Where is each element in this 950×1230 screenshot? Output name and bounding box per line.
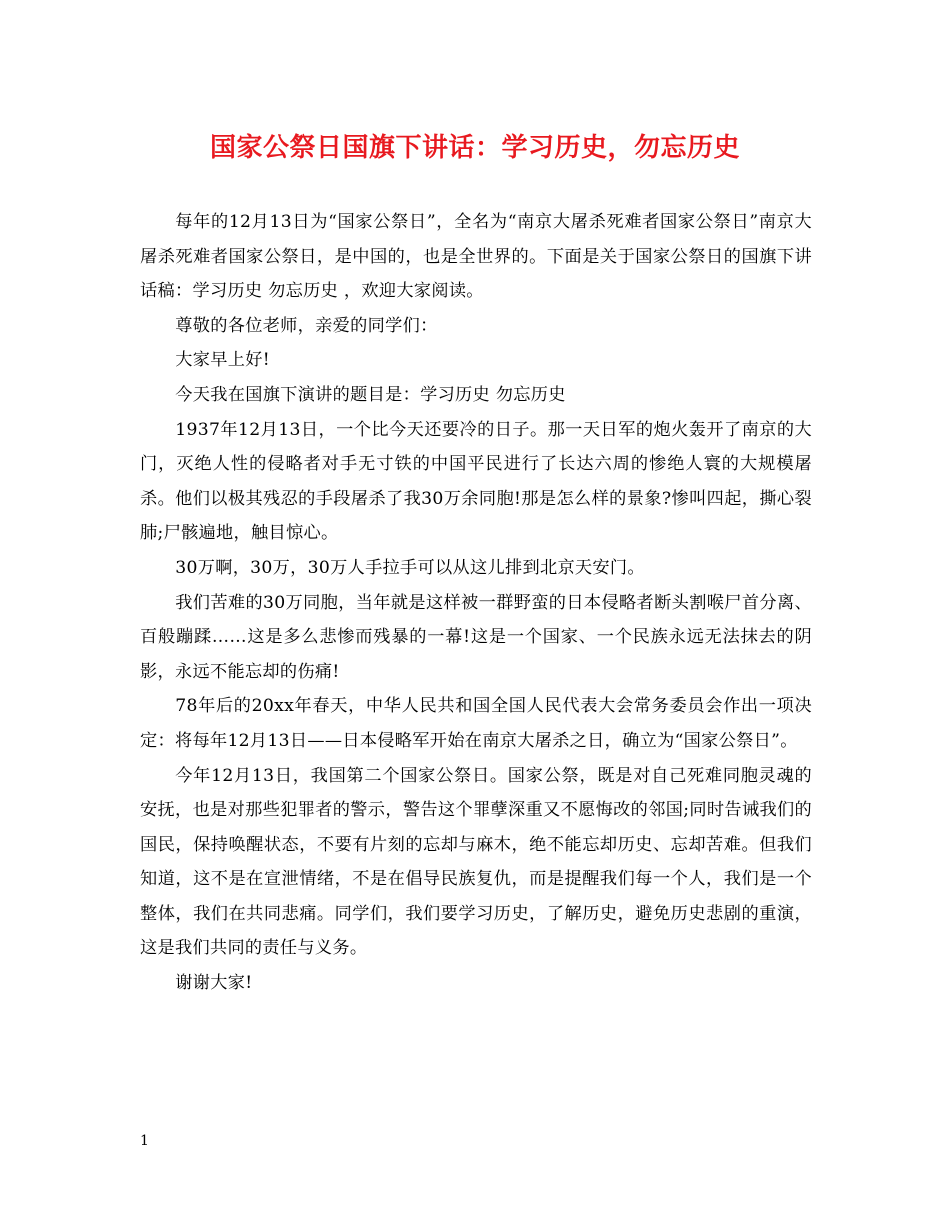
paragraph-memorial-day: 今年12月13日，我国第二个国家公祭日。国家公祭，既是对自己死难同胞灵魂的安抚，也是对那些犯罪者的警示，警告这个罪孽深重又不愿悔改的邻国;同时告诫我们的国民，保持唤醒状态，不要有片刻的忘却与麻木，绝不能忘却历史、忘却苦难。但我们知道，这不是在宣泄情绪，不是在倡导民族复仇，而是提醒我们每一个人，我们是一个整体，我们在共同悲痛。同学们，我们要学习历史，了解历史，避免历史悲剧的重演，这是我们共同的责任与义务。 <box>140 765 812 959</box>
paragraph-topic: 今天我在国旗下演讲的题目是：学习历史 勿忘历史 <box>175 384 566 405</box>
paragraph-300000: 30万啊，30万，30万人手拉手可以从这儿排到北京天安门。 <box>175 557 645 578</box>
paragraph-thanks: 谢谢大家! <box>175 973 253 994</box>
paragraph-salutation: 尊敬的各位老师，亲爱的同学们： <box>175 315 438 336</box>
paragraph-suffering: 我们苦难的30万同胞，当年就是这样被一群野蛮的日本侵略者断头割喉尸首分离、百般蹦蹂……这是多么悲惨而残暴的一幕!这是一个国家、一个民族永远无法抹去的阴影，永远不能忘却的伤痛! <box>140 592 812 682</box>
paragraph-intro: 每年的12月13日为“国家公祭日”，全名为“南京大屠杀死难者国家公祭日”南京大屠杀死难者国家公祭日，是中国的，也是全世界的。下面是关于国家公祭日的国旗下讲话稿：学习历史 勿忘历史 ，欢迎大家阅读。 <box>140 212 812 302</box>
paragraph-decision: 78年后的20xx年春天，中华人民共和国全国人民代表大会常务委员会作出一项决定：将每年12月13日——日本侵略军开始在南京大屠杀之日，确立为“国家公祭日”。 <box>140 696 812 751</box>
document-title: 国家公祭日国旗下讲话：学习历史，勿忘历史 <box>209 133 740 163</box>
page-number: 1 <box>140 1133 149 1149</box>
paragraph-greeting: 大家早上好! <box>175 350 270 371</box>
paragraph-1937: 1937年12月13日，一个比今天还要冷的日子。那一天日军的炮火轰开了南京的大门，灭绝人性的侵略者对手无寸铁的中国平民进行了长达六周的惨绝人寰的大规模屠杀。他们以极其残忍的手段屠杀了我30万余同胞!那是怎么样的景象?惨叫四起，撕心裂肺;尸骸遍地，触目惊心。 <box>140 419 812 544</box>
document-body <box>140 205 812 1001</box>
